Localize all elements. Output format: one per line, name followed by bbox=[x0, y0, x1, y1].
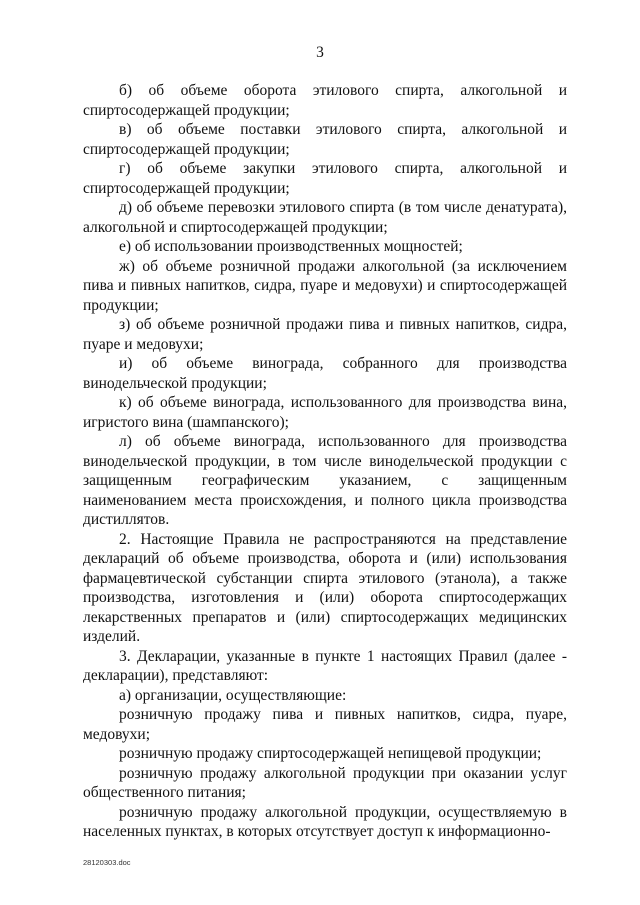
paragraph-v: в) об объеме поставки этилового спирта, алкогольной и спиртосодержащей продукции; bbox=[83, 121, 567, 158]
paragraph-e: е) об использовании производственных мощностей; bbox=[119, 238, 463, 255]
paragraph-retail-beer: розничную продажу пива и пивных напитков, сидра, пуаре, медовухи; bbox=[83, 706, 567, 743]
footer-filename: 28120303.doc bbox=[83, 858, 131, 867]
paragraph-g: г) об объеме закупки этилового спирта, алкогольной и спиртосодержащей продукции; bbox=[83, 160, 567, 197]
paragraph-z: з) об объеме розничной продажи пива и пивных напитков, сидра, пуаре и медовухи; bbox=[83, 316, 567, 353]
paragraph-d: д) об объеме перевозки этилового спирта (в том числе денатурата), алкогольной и спиртосодержащей продукции; bbox=[83, 199, 567, 236]
paragraph-k: к) об объеме винограда, использованного для производства вина, игристого вина (шампанского); bbox=[83, 394, 567, 431]
paragraph-l: л) об объеме винограда, использованного для производства винодельческой продукции, в том числе винодельческой продукции с защищенным географическим указанием, с защищенным наименованием места происхождения, и полного цикла производства дистиллятов. bbox=[83, 433, 567, 528]
paragraph-3a: а) организации, осуществляющие: bbox=[119, 686, 347, 704]
paragraph-3: 3. Декларации, указанные в пункте 1 настоящих Правил (далее - декларации), представляют: bbox=[83, 647, 567, 684]
paragraph-retail-nonfood: розничную продажу спиртосодержащей непищевой продукции; bbox=[119, 745, 542, 762]
paragraph-i: и) об объеме винограда, собранного для производства винодельческой продукции; bbox=[83, 355, 567, 392]
paragraph-retail-settlements: розничную продажу алкогольной продукции, осуществляемую в населенных пунктах, в которых отсутствует доступ к информационно- bbox=[83, 803, 567, 840]
paragraph-2: 2. Настоящие Правила не распространяются на представление деклараций об объеме производства, оборота и (или) использования фармацевтической субстанции спирта этилового (этанола), а также производства, изготовления и (или) оборота спиртосодержащих лекарственных препаратов и (или) спиртосодержащих медицинских изделий. bbox=[83, 530, 567, 645]
document-body bbox=[83, 81, 567, 842]
paragraph-b: б) об объеме оборота этилового спирта, алкогольной и спиртосодержащей продукции; bbox=[83, 82, 567, 119]
page-number: 3 bbox=[316, 44, 324, 61]
paragraph-zh: ж) об объеме розничной продажи алкогольной (за исключением пива и пивных напитков, сидра, пуаре и медовухи) и спиртосодержащей продукции; bbox=[83, 257, 567, 314]
paragraph-retail-catering: розничную продажу алкогольной продукции при оказании услуг общественного питания; bbox=[83, 764, 567, 801]
